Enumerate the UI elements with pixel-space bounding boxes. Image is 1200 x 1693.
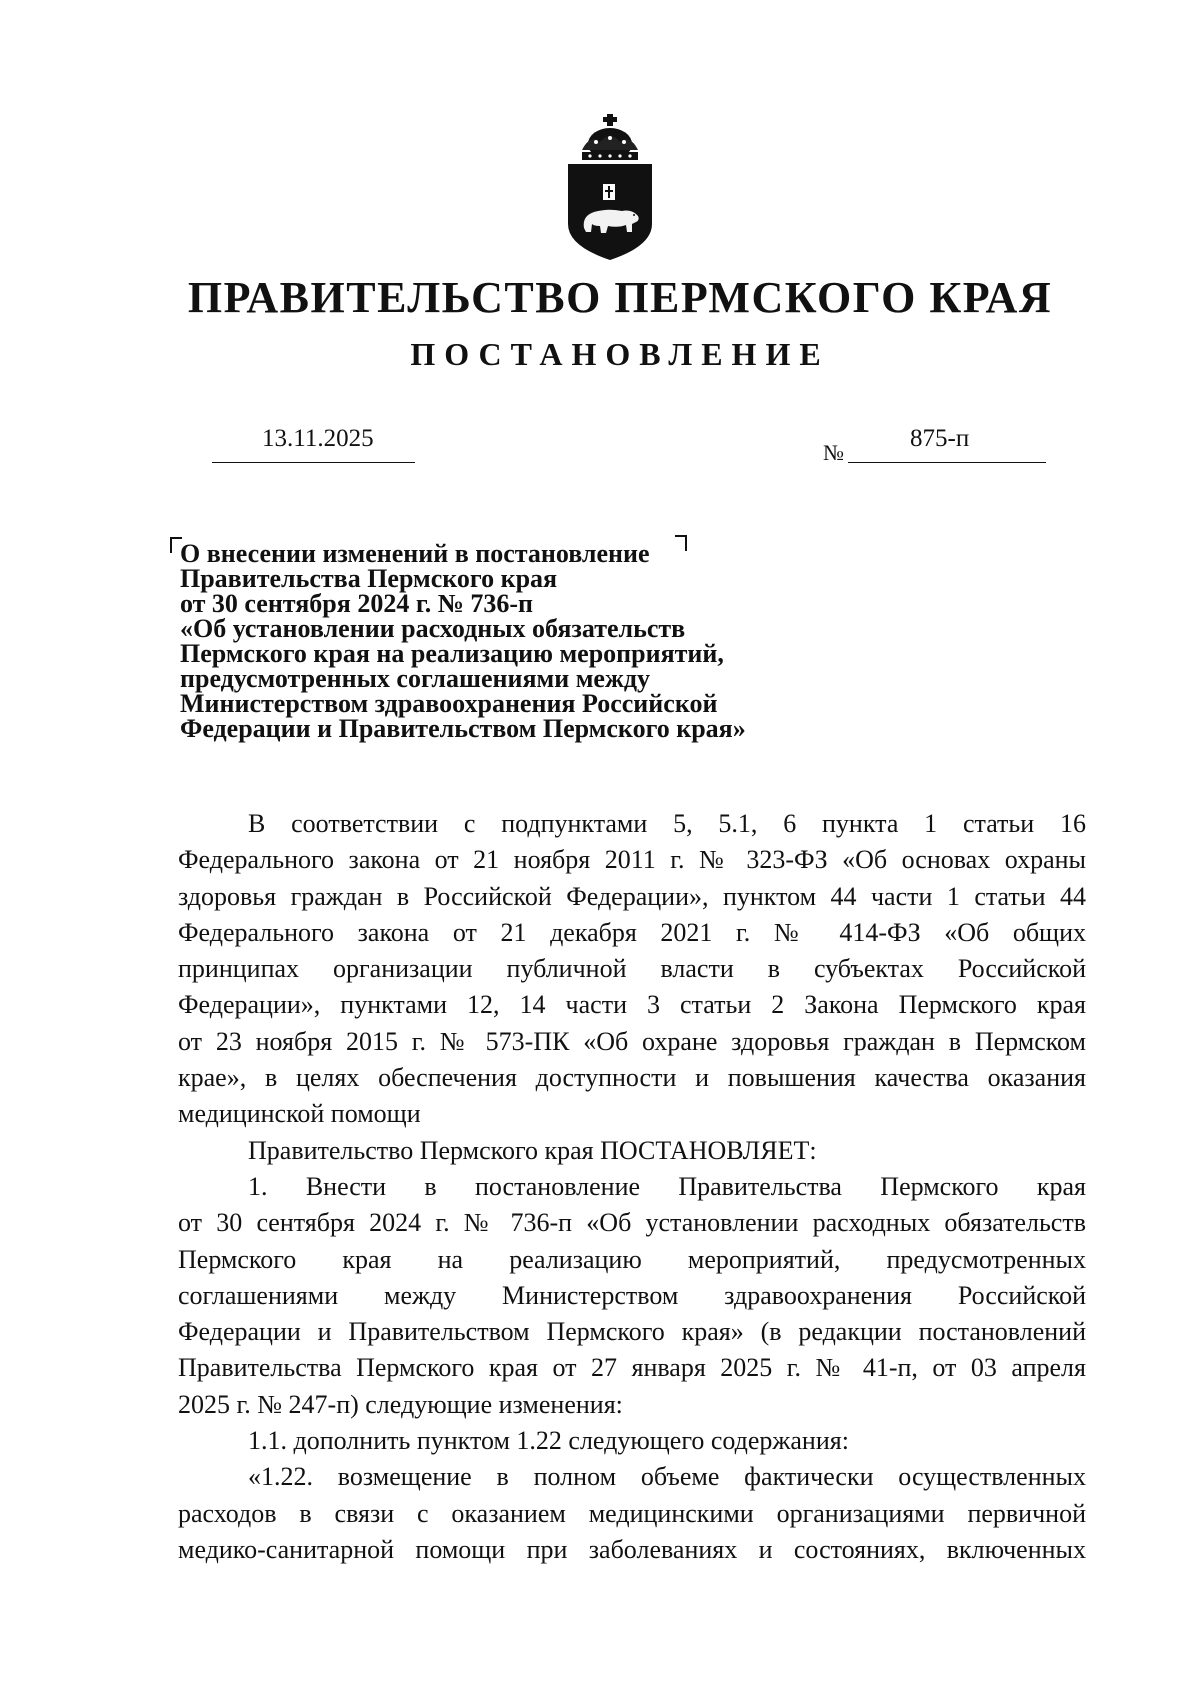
body-line: расходов в связи с оказанием медицинскими организациями первичной bbox=[178, 1498, 1086, 1528]
document-date: 13.11.2025 bbox=[262, 425, 374, 452]
subject-line: Правительства Пермского края bbox=[180, 564, 558, 593]
number-underline bbox=[848, 462, 1046, 463]
document-body bbox=[178, 806, 1086, 1568]
body-line: 2025 г. № 247-п) следующие изменения: bbox=[178, 1389, 623, 1419]
date-underline bbox=[212, 462, 415, 463]
body-line: 1.1. дополнить пунктом 1.22 следующего содержания: bbox=[248, 1426, 849, 1456]
body-line: Правительство Пермского края ПОСТАНОВЛЯЕТ: bbox=[248, 1135, 817, 1165]
body-line: медицинской помощи bbox=[178, 1099, 421, 1129]
body-line: принципах организации публичной власти в субъектах Российской bbox=[178, 954, 1086, 984]
body-line: медико-санитарной помощи при заболеваниях и состояниях, включенных bbox=[178, 1534, 1086, 1564]
body-line: Правительства Пермского края от 27 января 2025 г. № 41-п, от 03 апреля bbox=[178, 1353, 1086, 1383]
government-title: ПРАВИТЕЛЬСТВО ПЕРМСКОГО КРАЯ bbox=[187, 273, 1053, 322]
document-kind-title: ПОСТАНОВЛЕНИЕ bbox=[410, 336, 830, 372]
body-line: здоровья граждан в Российской Федерации», пунктом 44 части 1 статьи 44 bbox=[178, 881, 1086, 911]
body-line: Федерации», пунктами 12, 14 части 3 статьи 2 Закона Пермского края bbox=[178, 990, 1086, 1020]
body-line: 1. Внести в постановление Правительства Пермского края bbox=[248, 1171, 1086, 1201]
subject-line: Министерством здравоохранения Российской bbox=[180, 689, 718, 718]
subject-line: Пермского края на реализацию мероприятий, bbox=[180, 639, 724, 668]
subject-line: Федерации и Правительством Пермского края» bbox=[180, 714, 746, 743]
body-line: В соответствии с подпунктами 5, 5.1, 6 пункта 1 статьи 16 bbox=[248, 809, 1086, 838]
subject-line: от 30 сентября 2024 г. № 736-п bbox=[180, 589, 533, 618]
body-line: «1.22. возмещение в полном объеме фактически осуществленных bbox=[248, 1462, 1086, 1492]
body-line: Федерации и Правительством Пермского края» (в редакции постановлений bbox=[178, 1317, 1086, 1347]
body-line: соглашениями между Министерством здравоохранения Российской bbox=[178, 1280, 1086, 1310]
body-line: крае», в целях обеспечения доступности и повышения качества оказания bbox=[178, 1063, 1086, 1093]
subject-line: «Об установлении расходных обязательств bbox=[180, 614, 686, 643]
body-line: Федерального закона от 21 декабря 2021 г. № 414-ФЗ «Об общих bbox=[178, 917, 1086, 947]
body-line: от 30 сентября 2024 г. № 736-п «Об установлении расходных обязательств bbox=[178, 1208, 1086, 1238]
subject-line: О внесении изменений в постановление bbox=[180, 539, 650, 568]
body-line: Пермского края на реализацию мероприятий, предусмотренных bbox=[178, 1244, 1086, 1274]
document-subject bbox=[180, 541, 820, 741]
body-line: от 23 ноября 2015 г. № 573-ПК «Об охране здоровья граждан в Пермском bbox=[178, 1026, 1086, 1056]
body-line: Федерального закона от 21 ноября 2011 г. № 323-ФЗ «Об основах охраны bbox=[178, 845, 1086, 875]
number-sign: № bbox=[823, 440, 844, 465]
perm-krai-coat-of-arms-icon bbox=[560, 112, 660, 262]
document-number: 875-п bbox=[910, 425, 970, 452]
subject-line: предусмотренных соглашениями между bbox=[180, 664, 650, 693]
